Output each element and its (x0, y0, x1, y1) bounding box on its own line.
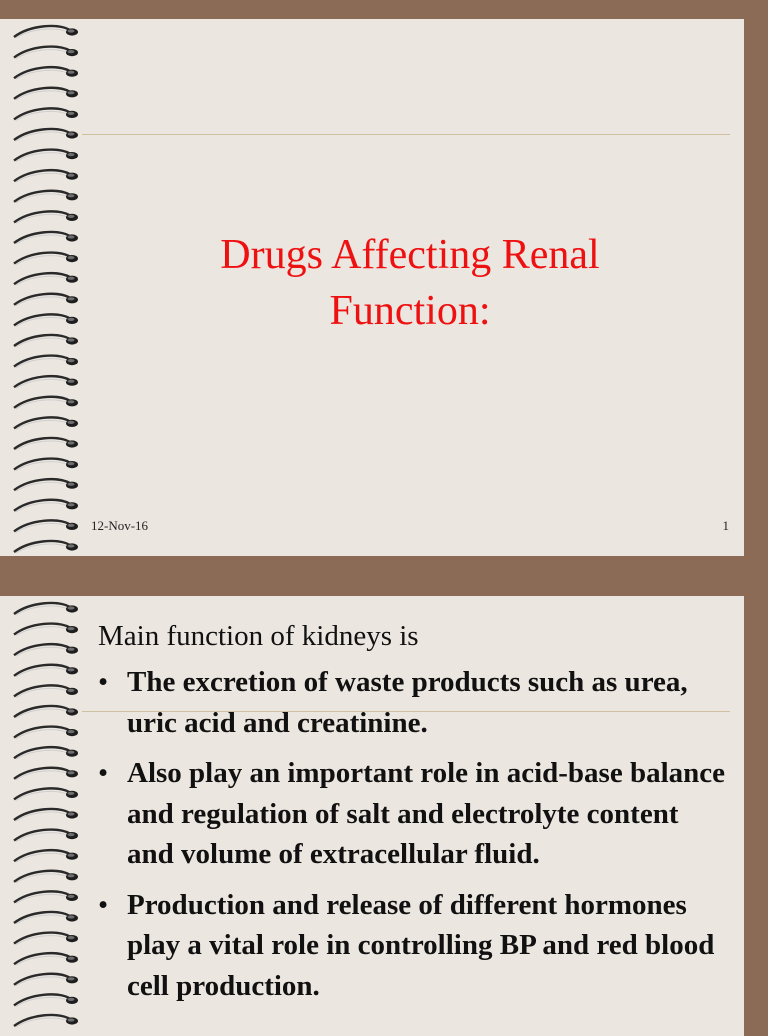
bullet-item (98, 753, 728, 875)
spiral-binding-icon (0, 19, 90, 556)
bullet-item (98, 885, 728, 1007)
bullet-icon: • (98, 888, 109, 921)
bullet-list (98, 662, 728, 1016)
intro-text: Main function of kidneys is (98, 620, 419, 652)
bullet-text: Production and release of different hormones play a vital role in controlling BP and red blood cell production. (127, 888, 715, 1002)
bullet-text: Also play an important role in acid-base balance and regulation of salt and electrolyte content and volume of extracellular fluid. (127, 757, 726, 870)
bullet-item (98, 662, 728, 743)
page-number: 1 (722, 518, 729, 533)
slide-1 (0, 19, 744, 556)
slide-2 (0, 596, 744, 1036)
slide-divider (82, 134, 730, 135)
slide-title (86, 227, 734, 339)
slide-title-line-1: Drugs Affecting Renal (220, 232, 600, 278)
spiral-binding-icon (0, 596, 90, 1036)
bullet-text: The excretion of waste products such as urea, uric acid and creatinine. (127, 666, 688, 739)
bullet-icon: • (98, 666, 109, 698)
bullet-icon: • (98, 757, 109, 789)
slide-title-line-2: Function: (329, 288, 491, 334)
slide-date: 12-Nov-16 (91, 518, 149, 533)
